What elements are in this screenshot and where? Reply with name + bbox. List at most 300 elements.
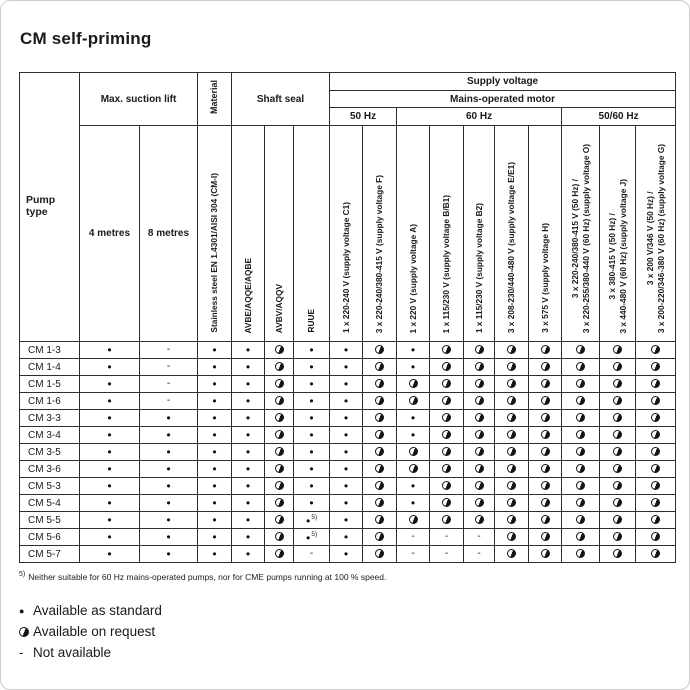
availability-cell [636, 427, 676, 444]
available-standard-icon: ● [107, 515, 112, 525]
available-on-request-icon [576, 498, 585, 507]
available-on-request-icon [475, 464, 484, 473]
available-on-request-icon [507, 481, 516, 490]
voltage-column-header-2 [363, 126, 397, 342]
availability-cell [600, 478, 636, 495]
available-on-request-icon [475, 362, 484, 371]
availability-cell [330, 410, 363, 427]
available-standard-icon: ● [343, 481, 349, 491]
available-standard-icon: ● [212, 532, 217, 542]
available-on-request-icon [651, 430, 660, 439]
available-on-request-icon [275, 481, 284, 490]
availability-cell [397, 359, 430, 376]
pump-type-cell: CM 5-7 [20, 546, 80, 563]
available-on-request-icon [613, 413, 622, 422]
available-standard-icon: ● [343, 345, 349, 355]
available-on-request-icon [442, 430, 451, 439]
available-on-request-icon [651, 447, 660, 456]
not-available-dash: - [411, 530, 415, 542]
available-on-request-icon [375, 413, 384, 422]
availability-cell [430, 359, 464, 376]
legend-label: Not available [33, 644, 112, 660]
available-on-request-icon [275, 430, 284, 439]
availability-cell [600, 529, 636, 546]
available-standard-icon: ● [309, 447, 314, 457]
voltage-column-header-5 [464, 126, 495, 342]
availability-cell [600, 359, 636, 376]
availability-cell [198, 376, 232, 393]
table-row [20, 410, 676, 427]
availability-cell [600, 546, 636, 563]
availability-cell [265, 529, 294, 546]
available-on-request-icon [375, 345, 384, 354]
availability-cell [562, 444, 600, 461]
availability-cell [198, 427, 232, 444]
seal-ruue-header: RUUE [294, 126, 330, 342]
available-standard-icon: ● [212, 362, 217, 372]
availability-cell [198, 546, 232, 563]
available-on-request-icon [651, 481, 660, 490]
availability-cell [495, 461, 529, 478]
availability-cell [140, 512, 198, 529]
rotated-header-row [20, 126, 676, 342]
not-available-dash: - [477, 530, 481, 542]
available-on-request-icon [375, 362, 384, 371]
available-on-request-icon [475, 396, 484, 405]
available-standard-icon: ● [166, 430, 171, 440]
availability-cell [529, 342, 562, 359]
availability-cell [294, 495, 330, 512]
voltage-column-label: 1 x 115/230 V (supply voltage B2) [473, 202, 484, 333]
availability-cell [430, 342, 464, 359]
available-standard-icon: ● [212, 481, 217, 491]
available-on-request-icon [409, 396, 418, 405]
available-on-request-icon [442, 464, 451, 473]
available-standard-icon: ● [410, 413, 416, 423]
mains-operated-motor-header: Mains-operated motor [330, 91, 676, 108]
availability-cell [294, 393, 330, 410]
availability-cell [495, 495, 529, 512]
availability-cell [363, 393, 397, 410]
availability-cell [330, 546, 363, 563]
material-column-header: Stainless steel EN 1.4301/AISI 304 (CM-I) [198, 126, 232, 342]
available-on-request-icon [507, 430, 516, 439]
not-available-dash: - [19, 645, 24, 661]
available-on-request-icon [541, 464, 550, 473]
available-standard-icon: ● [107, 447, 112, 457]
available-standard-icon: ● [410, 430, 416, 440]
available-on-request-icon [613, 464, 622, 473]
availability-cell [529, 529, 562, 546]
voltage-column-header-7 [529, 126, 562, 342]
voltage-column-label: 1 x 115/230 V (supply voltage B/B1) [441, 194, 452, 333]
availability-cell [397, 376, 430, 393]
availability-cell [430, 461, 464, 478]
available-on-request-icon [375, 396, 384, 405]
availability-cell [140, 427, 198, 444]
available-on-request-icon [409, 515, 418, 524]
freq-5060hz-header: 50/60 Hz [562, 108, 676, 126]
available-on-request-icon [475, 379, 484, 388]
available-on-request-icon [275, 379, 284, 388]
available-on-request-icon [375, 464, 384, 473]
availability-cell [232, 461, 265, 478]
available-on-request-icon [541, 379, 550, 388]
table-row [20, 461, 676, 478]
available-on-request-icon [409, 464, 418, 473]
availability-cell [464, 359, 495, 376]
pump-type-cell: CM 3-3 [20, 410, 80, 427]
voltage-column-label: 3 x 200 V/346 V (50 Hz) / 3 x 200-220/346-380 V (60 Hz) (supply voltage G) [644, 143, 666, 333]
available-on-request-icon [541, 413, 550, 422]
availability-cell [529, 461, 562, 478]
available-standard-icon: ● [212, 549, 217, 559]
availability-cell [294, 410, 330, 427]
available-on-request-icon [541, 532, 550, 541]
table-row [20, 478, 676, 495]
available-on-request-icon [275, 498, 284, 507]
available-on-request-icon [507, 345, 516, 354]
material-group-header: Material [198, 73, 232, 126]
availability-cell [232, 444, 265, 461]
availability-cell [562, 461, 600, 478]
availability-cell [198, 444, 232, 461]
availability-cell [636, 376, 676, 393]
availability-cell [600, 410, 636, 427]
available-on-request-icon [442, 362, 451, 371]
availability-cell [636, 410, 676, 427]
availability-cell [363, 376, 397, 393]
availability-cell [198, 478, 232, 495]
available-on-request-icon [576, 549, 585, 558]
available-on-request-icon [651, 345, 660, 354]
availability-cell [397, 393, 430, 410]
available-on-request-icon [442, 396, 451, 405]
available-on-request-icon [375, 549, 384, 558]
available-on-request-icon [475, 430, 484, 439]
availability-cell [464, 410, 495, 427]
availability-cell [265, 444, 294, 461]
availability-cell [80, 410, 140, 427]
available-on-request-icon [576, 345, 585, 354]
availability-cell [397, 478, 430, 495]
available-on-request-icon [507, 464, 516, 473]
availability-cell [397, 512, 430, 529]
available-on-request-icon [375, 430, 384, 439]
availability-cell [600, 427, 636, 444]
availability-cell [80, 529, 140, 546]
availability-cell [232, 529, 265, 546]
available-on-request-icon [613, 362, 622, 371]
available-standard-icon: ● [166, 481, 171, 491]
available-standard-icon: ● [19, 605, 25, 616]
availability-cell [636, 478, 676, 495]
availability-cell [140, 461, 198, 478]
availability-cell [80, 444, 140, 461]
available-standard-icon: ● [343, 532, 349, 542]
availability-cell [140, 376, 198, 393]
available-on-request-icon [651, 413, 660, 422]
availability-cell [330, 359, 363, 376]
available-standard-icon: ● [107, 549, 112, 559]
available-on-request-icon [651, 532, 660, 541]
available-standard-icon: ● [245, 413, 251, 423]
availability-cell [636, 461, 676, 478]
available-standard-icon: ● [245, 430, 251, 440]
available-on-request-icon [576, 515, 585, 524]
available-on-request-icon [541, 447, 550, 456]
availability-cell [495, 546, 529, 563]
availability-cell [464, 512, 495, 529]
availability-cell [363, 546, 397, 563]
available-standard-icon: ● [245, 481, 251, 491]
available-standard-icon: ● [245, 498, 251, 508]
availability-cell [562, 495, 600, 512]
availability-cell [495, 410, 529, 427]
available-standard-icon: ● [305, 532, 311, 542]
available-on-request-icon [507, 532, 516, 541]
availability-cell [80, 393, 140, 410]
available-standard-icon: ● [309, 481, 314, 491]
available-on-request-icon [613, 515, 622, 524]
available-standard-icon: ● [309, 430, 314, 440]
available-on-request-icon [651, 515, 660, 524]
supply-voltage-header: Supply voltage [330, 73, 676, 91]
table-row [20, 444, 676, 461]
available-on-request-icon [541, 498, 550, 507]
availability-cell [430, 478, 464, 495]
available-standard-icon: ● [166, 515, 171, 525]
availability-cell [495, 478, 529, 495]
available-standard-icon: ● [107, 532, 112, 542]
availability-cell [265, 461, 294, 478]
availability-cell [430, 529, 464, 546]
not-available-dash: - [166, 343, 171, 355]
voltage-column-header-4 [430, 126, 464, 342]
availability-cell [397, 427, 430, 444]
available-standard-icon: ● [212, 430, 217, 440]
availability-cell [636, 359, 676, 376]
page-title: CM self-priming [20, 29, 152, 48]
available-standard-icon: ● [245, 515, 251, 525]
freq-60hz-header: 60 Hz [397, 108, 562, 126]
available-on-request-icon [576, 464, 585, 473]
table-row [20, 427, 676, 444]
available-standard-icon: ● [166, 413, 171, 423]
available-standard-icon: ● [410, 362, 416, 372]
footnote [19, 571, 672, 582]
availability-cell [294, 444, 330, 461]
available-on-request-icon [475, 413, 484, 422]
available-standard-icon: ● [107, 396, 112, 406]
available-on-request-icon [576, 430, 585, 439]
voltage-column-header-8 [562, 126, 600, 342]
available-on-request-icon [576, 481, 585, 490]
availability-cell [600, 495, 636, 512]
availability-cell [529, 512, 562, 529]
availability-cell [529, 427, 562, 444]
available-on-request-icon [442, 413, 451, 422]
available-on-request-icon [651, 464, 660, 473]
legend-label: Available on request [33, 623, 156, 639]
availability-cell [562, 546, 600, 563]
available-standard-icon: ● [343, 549, 349, 559]
availability-cell [140, 546, 198, 563]
availability-cell [140, 410, 198, 427]
availability-cell [562, 359, 600, 376]
available-standard-icon: ● [107, 379, 112, 389]
shaft-seal-group-header: Shaft seal [232, 73, 330, 126]
availability-cell [464, 342, 495, 359]
pump-type-cell: CM 5-4 [20, 495, 80, 512]
availability-cell [265, 512, 294, 529]
available-on-request-icon [375, 379, 384, 388]
available-on-request-icon [375, 447, 384, 456]
availability-cell [294, 376, 330, 393]
available-on-request-icon [613, 430, 622, 439]
available-on-request-icon [475, 447, 484, 456]
availability-cell [636, 495, 676, 512]
available-standard-icon: ● [410, 481, 416, 491]
available-standard-icon: ● [343, 464, 349, 474]
availability-cell [232, 427, 265, 444]
voltage-column-label: 3 x 220-240/380-415 V (50 Hz) / 3 x 220-255/380-440 V (60 Hz) (supply voltage O) [569, 143, 591, 333]
table-row [20, 546, 676, 563]
available-on-request-icon [375, 532, 384, 541]
available-on-request-icon [375, 481, 384, 490]
not-available-dash: - [309, 547, 314, 559]
availability-cell [430, 393, 464, 410]
available-on-request-icon [613, 549, 622, 558]
available-on-request-icon [507, 396, 516, 405]
available-on-request-icon [475, 515, 484, 524]
available-standard-icon: ● [166, 498, 171, 508]
availability-cell [265, 478, 294, 495]
available-on-request-icon [442, 515, 451, 524]
available-on-request-icon [576, 379, 585, 388]
available-on-request-icon [613, 532, 622, 541]
availability-cell [636, 512, 676, 529]
table-row [20, 512, 676, 529]
availability-cell [198, 529, 232, 546]
availability-cell [198, 461, 232, 478]
availability-cell [232, 342, 265, 359]
available-on-request-icon [507, 498, 516, 507]
availability-cell [562, 512, 600, 529]
available-on-request-icon [541, 362, 550, 371]
availability-cell [562, 376, 600, 393]
availability-cell [140, 495, 198, 512]
availability-cell [529, 495, 562, 512]
available-on-request-icon [651, 396, 660, 405]
available-standard-icon: ● [212, 515, 217, 525]
availability-cell [430, 546, 464, 563]
availability-cell [80, 342, 140, 359]
availability-cell [80, 478, 140, 495]
availability-cell [363, 359, 397, 376]
availability-cell [232, 495, 265, 512]
availability-cell [363, 512, 397, 529]
pump-spec-table [19, 72, 676, 563]
available-on-request-icon [507, 362, 516, 371]
available-standard-icon: ● [309, 379, 314, 389]
availability-cell [464, 546, 495, 563]
available-standard-icon: ● [343, 379, 349, 389]
availability-cell [562, 478, 600, 495]
availability-cell [330, 512, 363, 529]
available-standard-icon: ● [107, 481, 112, 491]
availability-cell [198, 393, 232, 410]
availability-cell [397, 529, 430, 546]
availability-cell [464, 495, 495, 512]
available-standard-icon: ● [309, 464, 314, 474]
availability-cell [140, 444, 198, 461]
pump-type-cell: CM 3-5 [20, 444, 80, 461]
table-row [20, 495, 676, 512]
max-suction-lift-header: Max. suction lift [80, 73, 198, 126]
availability-cell [430, 444, 464, 461]
available-on-request-icon [613, 447, 622, 456]
availability-cell [265, 410, 294, 427]
availability-cell [294, 342, 330, 359]
legend-item-not-available [19, 642, 672, 663]
available-standard-icon: ● [305, 515, 311, 525]
voltage-column-header-10 [636, 126, 676, 342]
availability-cell [80, 546, 140, 563]
availability-cell [636, 546, 676, 563]
availability-cell [198, 359, 232, 376]
available-on-request-icon [541, 549, 550, 558]
availability-cell [397, 495, 430, 512]
availability-cell [495, 529, 529, 546]
availability-cell [265, 342, 294, 359]
availability-cell [529, 359, 562, 376]
suction-8m-header: 8 metres [140, 126, 198, 342]
available-on-request-icon [651, 549, 660, 558]
availability-cell [600, 342, 636, 359]
availability-cell [294, 359, 330, 376]
available-standard-icon: ● [166, 549, 171, 559]
available-on-request-icon [442, 481, 451, 490]
available-on-request-icon [576, 447, 585, 456]
availability-cell [294, 461, 330, 478]
availability-cell [495, 427, 529, 444]
availability-cell [330, 478, 363, 495]
availability-cell [430, 427, 464, 444]
not-available-dash: - [444, 547, 449, 559]
suction-4m-header: 4 metres [80, 126, 140, 342]
available-standard-icon: ● [166, 464, 171, 474]
availability-cell [464, 529, 495, 546]
available-on-request-icon [409, 447, 418, 456]
available-on-request-icon [613, 379, 622, 388]
not-available-dash: - [411, 547, 415, 559]
availability-cell [330, 427, 363, 444]
availability-cell [464, 478, 495, 495]
available-on-request-icon [541, 345, 550, 354]
available-standard-icon: ● [309, 396, 314, 406]
available-on-request-icon [651, 379, 660, 388]
availability-cell [363, 444, 397, 461]
availability-cell [363, 427, 397, 444]
available-on-request-icon [541, 430, 550, 439]
availability-cell [464, 393, 495, 410]
available-on-request-icon [507, 413, 516, 422]
availability-cell [562, 342, 600, 359]
available-on-request-icon [275, 532, 284, 541]
available-standard-icon: ● [410, 345, 416, 355]
availability-cell [265, 427, 294, 444]
